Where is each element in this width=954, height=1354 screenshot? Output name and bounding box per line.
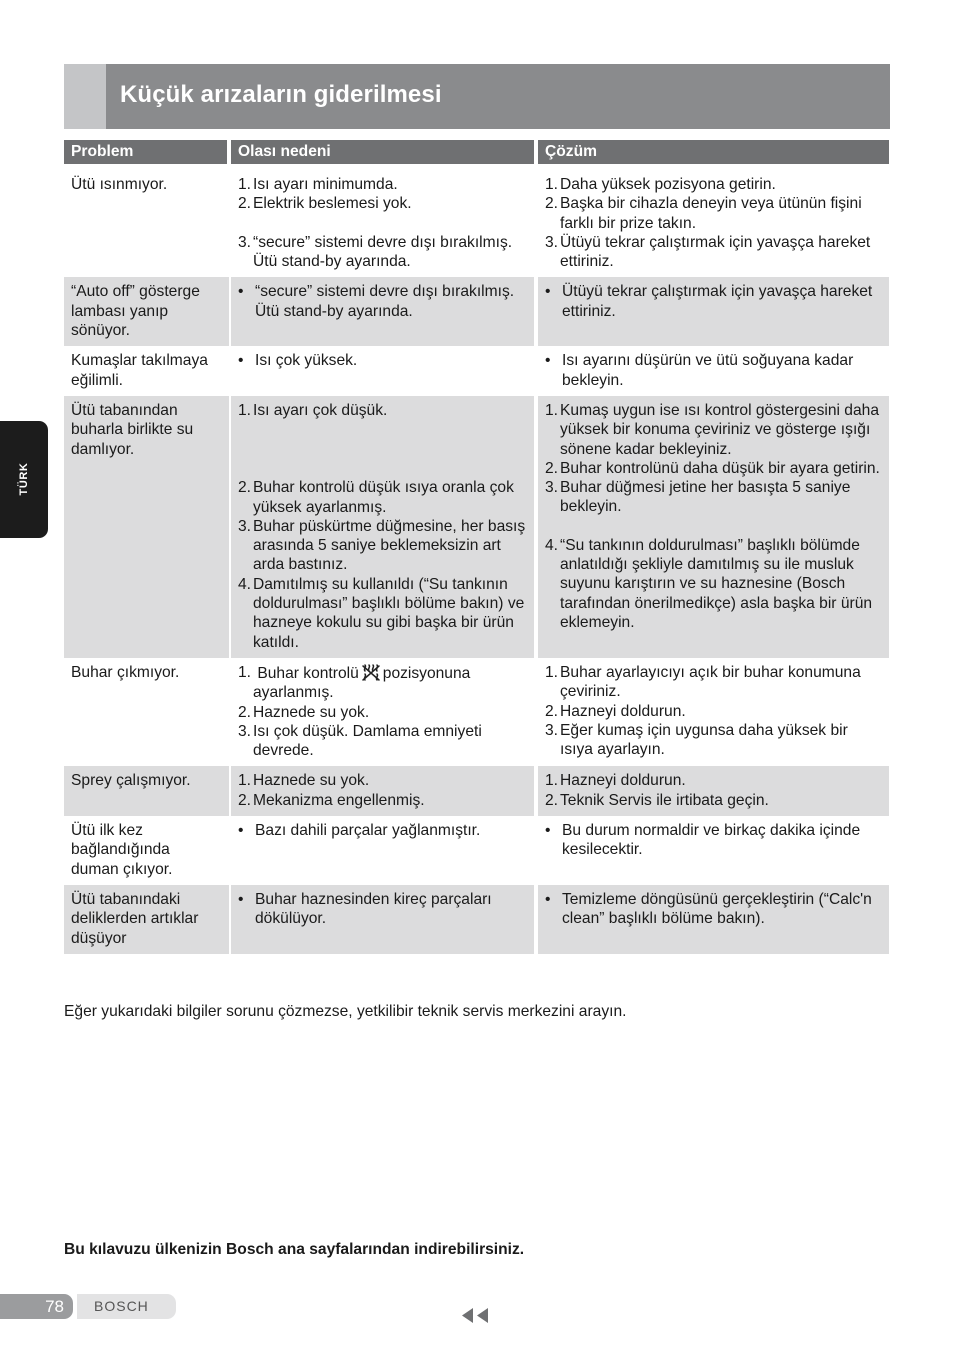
solution-cell xyxy=(536,885,889,954)
problem-cell: Sprey çalışmıyor. xyxy=(64,766,229,816)
cause-cell xyxy=(229,396,536,658)
solution-item: 1. Daha yüksek pozisyona getirin. xyxy=(545,176,776,193)
solution-item: • Bu durum normaldir ve birkaç dakika içinde kesilecektir. xyxy=(545,822,861,859)
problem-cell: “Auto off” gösterge lambası yanıp sönüyor. xyxy=(64,277,229,346)
cause-cell xyxy=(229,816,536,885)
table-row xyxy=(64,396,889,658)
column-header-cause: Olası nedeni xyxy=(229,140,536,164)
cause-cell xyxy=(229,346,536,396)
solution-cell xyxy=(536,766,889,816)
table-row xyxy=(64,885,889,954)
solution-cell xyxy=(536,164,889,277)
troubleshooting-table xyxy=(64,140,889,954)
cause-item: 2. Mekanizma engellenmiş. xyxy=(238,791,425,809)
header-tab-block xyxy=(64,64,106,129)
cause-cell xyxy=(229,277,536,346)
solution-item: 2. Buhar kontrolünü daha düşük bir ayara getirin. xyxy=(545,459,880,477)
cause-cell xyxy=(229,164,536,277)
cause-cell xyxy=(229,766,536,816)
cause-item: 2. Buhar kontrolü düşük ısıya oranla çok yüksek ayarlanmış. xyxy=(238,479,514,516)
cause-item: 1. Buhar kontrolü pozisyonuna ayarlanmış. xyxy=(238,663,471,702)
steam-off-icon xyxy=(361,663,381,682)
page-header xyxy=(64,64,890,129)
download-note: Bu kılavuzu ülkenizin Bosch ana sayfalarından indirebilirsiniz. xyxy=(64,1241,525,1258)
cause-item: • Isı çok yüksek. xyxy=(238,352,358,370)
language-side-tab xyxy=(0,421,48,538)
table-row xyxy=(64,346,889,396)
table-row xyxy=(64,658,889,766)
problem-cell: Buhar çıkmıyor. xyxy=(71,663,180,681)
table-row xyxy=(64,277,889,346)
cause-item: 1. Isı ayarı minimumda. xyxy=(238,176,398,193)
column-header-problem: Problem xyxy=(64,140,229,164)
cause-item: • Bazı dahili parçalar yağlanmıştır. xyxy=(238,822,481,840)
table-row xyxy=(64,766,889,816)
cause-item: 3. Buhar püskürtme düğmesine, her basış arasında 5 saniye beklemeksizin art arda bastınız. xyxy=(238,517,526,574)
problem-cell: Ütü ilk kez bağlandığında duman çıkıyor. xyxy=(71,822,173,878)
solution-item: 2. Başka bir cihazla deneyin veya ütünün fişini farklı bir prize takın. xyxy=(545,195,862,232)
cause-item: 3. “secure” sistemi devre dışı bırakılmış. Ütü stand-by ayarında. xyxy=(238,233,513,270)
problem-cell: Ütü tabanından buharla birlikte su damlıyor. xyxy=(64,396,229,658)
solution-item: • Isı ayarını düşürün ve ütü soğuyana kadar bekleyin. xyxy=(545,352,854,389)
solution-item: 1. Hazneyi doldurun. xyxy=(545,772,686,790)
brand-tab xyxy=(77,1294,176,1319)
solution-item: 3. Ütüyü tekrar çalıştırmak için yavaşça hareket ettiriniz. xyxy=(545,233,871,271)
table-row xyxy=(64,164,889,277)
cause-item: 1. Haznede su yok. xyxy=(238,772,370,790)
service-note: Eğer yukarıdaki bilgiler sorunu çözmezse, yetkilibir teknik servis merkezini arayın. xyxy=(64,1003,627,1020)
problem-cell: Kumaşlar takılmaya eğilimli. xyxy=(71,352,208,389)
column-header-solution: Çözüm xyxy=(536,140,889,164)
solution-item: 4. “Su tankının doldurulması” başlıklı bölümde anlatıldığı şekliyle damıtılmış su ile musluk suyunu karıştırın ve su haznesine (Bosch tarafından önerilmedikçe) asla başka bir ürün eklemeyin. xyxy=(545,536,873,631)
table-header-row xyxy=(64,140,889,164)
problem-cell: Ütü ısınmıyor. xyxy=(71,176,168,193)
cause-item: • Buhar haznesinden kireç parçaları dökülüyor. xyxy=(238,890,492,928)
solution-cell xyxy=(536,346,889,396)
solution-cell xyxy=(536,277,889,346)
solution-item: 1. Kumaş uygun ise ısı kontrol göstergesini daha yüksek bir konuma çeviriniz ve gösterge ışığı sönene kadar bekleyiniz. xyxy=(545,401,879,458)
solution-item: 2. Hazneyi doldurun. xyxy=(545,702,686,720)
solution-cell xyxy=(536,396,889,658)
brand-label: BOSCH xyxy=(94,1298,149,1314)
solution-item: 1. Buhar ayarlayıcıyı açık bir buhar konumuna çeviriniz. xyxy=(545,663,861,701)
cause-cell xyxy=(229,885,536,954)
cause-item: 3. Isı çok düşük. Damlama emniyeti devrede. xyxy=(238,722,482,760)
solution-item: 3. Buhar düğmesi jetine her basışta 5 saniye bekleyin. xyxy=(545,479,851,516)
solution-item: 3. Eğer kumaş için uygunsa daha yüksek bir ısıya ayarlayın. xyxy=(545,721,848,759)
page-number-tab xyxy=(0,1294,73,1319)
language-side-tab-label: TÜRK xyxy=(18,462,30,496)
solution-cell xyxy=(536,658,889,766)
page-title: Küçük arızaların giderilmesi xyxy=(120,81,442,108)
cause-item: 2. Elektrik beslemesi yok. xyxy=(238,195,412,213)
cause-item: 1. Isı ayarı çok düşük. xyxy=(238,401,388,419)
cause-item: 2. Haznede su yok. xyxy=(238,703,370,721)
solution-item: 2. Teknik Servis ile irtibata geçin. xyxy=(545,791,769,809)
cause-cell xyxy=(229,658,536,766)
solution-cell xyxy=(536,816,889,885)
cause-item: • “secure” sistemi devre dışı bırakılmış. Ütü stand-by ayarında. xyxy=(238,283,515,320)
table-row xyxy=(64,816,889,885)
cause-item: 4. Damıtılmış su kullanıldı (“Su tankının doldurulması” başlıklı bölüme bakın) ve hazneye kokulu su gibi başka bir ürün katıldı. xyxy=(238,575,525,651)
page-number: 78 xyxy=(45,1297,64,1316)
solution-item: • Temizleme döngüsünü gerçekleştirin (“Calc'n clean” başlıklı bölüme bakın). xyxy=(545,890,872,928)
solution-item: • Ütüyü tekrar çalıştırmak için yavaşça hareket ettiriniz. xyxy=(545,283,873,320)
prev-page-icon[interactable] xyxy=(461,1307,490,1324)
problem-cell: Ütü tabanındaki deliklerden artıklar düşüyor xyxy=(64,885,229,954)
